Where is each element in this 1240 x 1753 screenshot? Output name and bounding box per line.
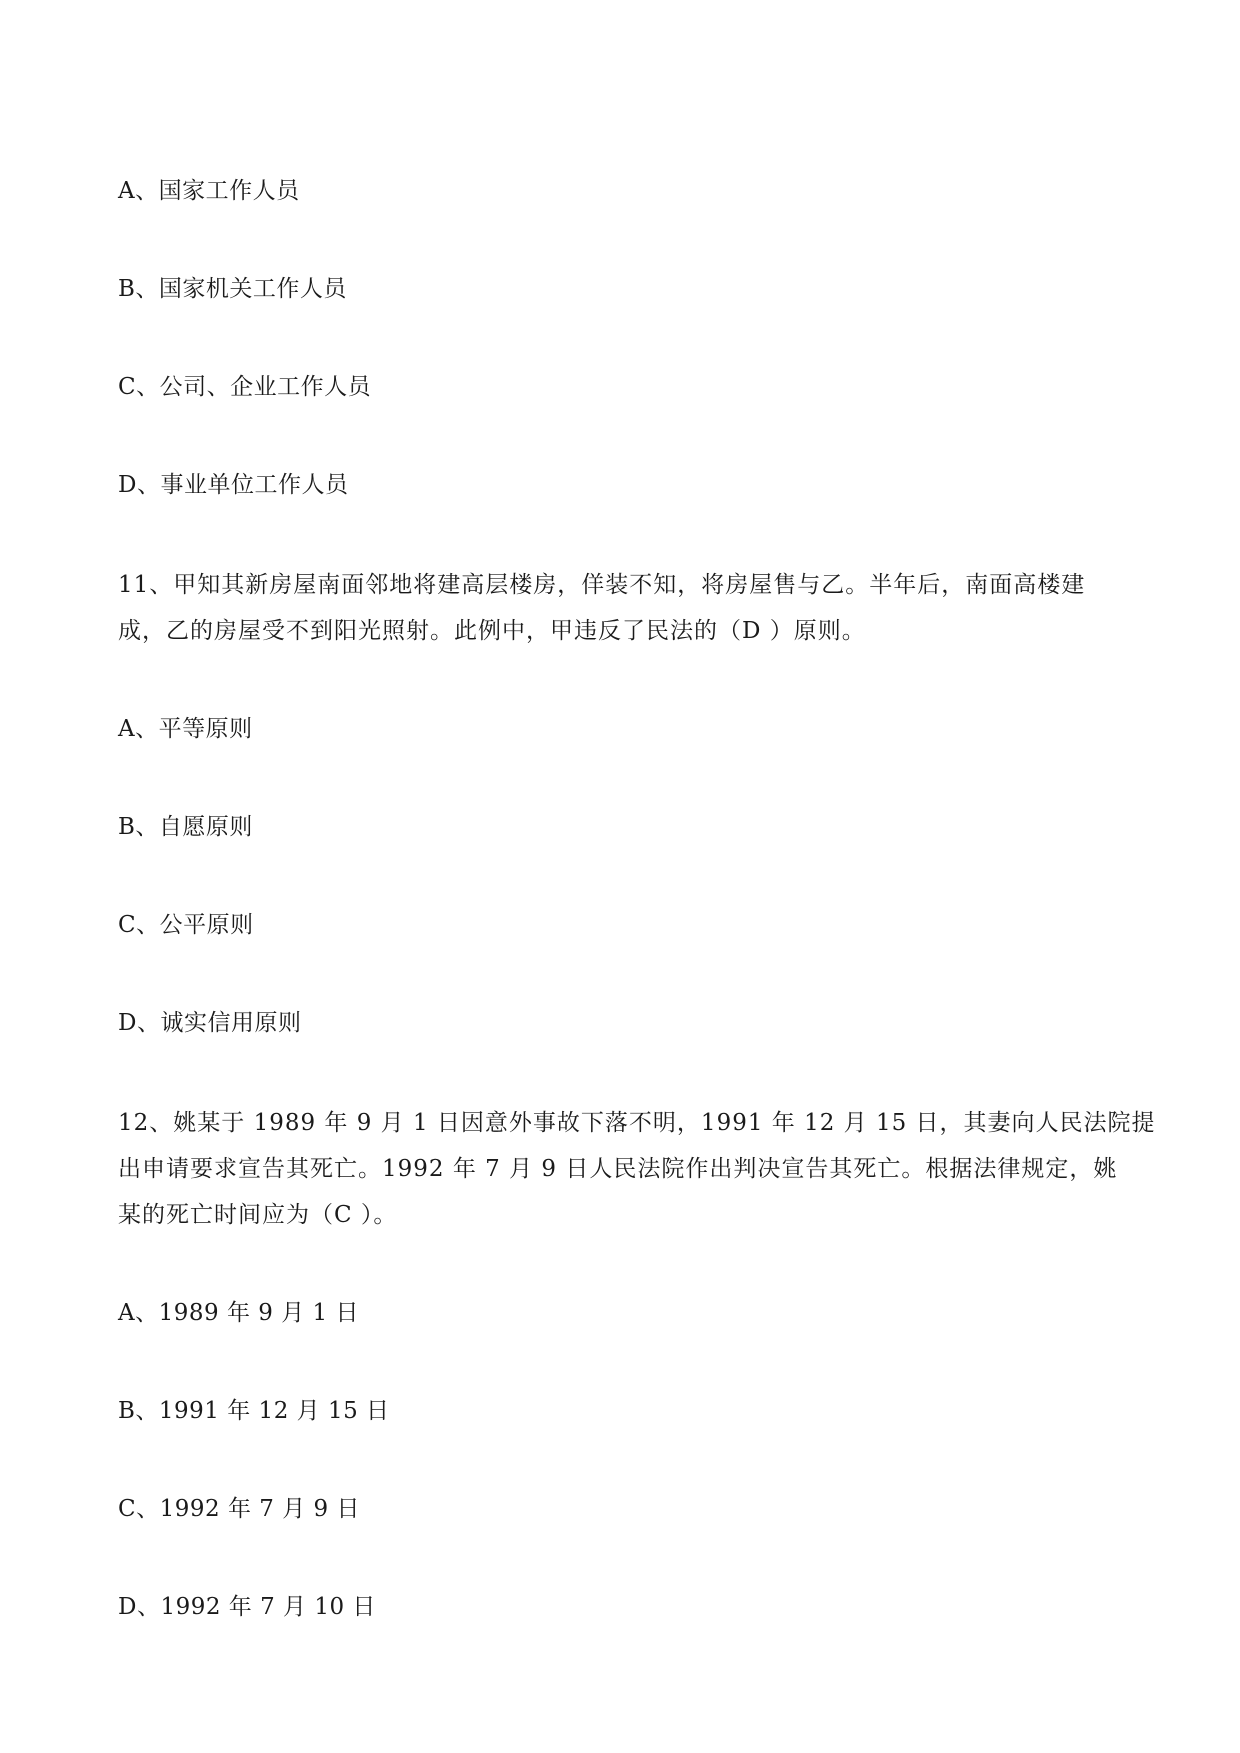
- q11-stem-line-2: 成，乙的房屋受不到阳光照射。此例中，甲违反了民法的（D ）原则。: [118, 618, 866, 644]
- q12-stem-line-2: 出申请要求宣告其死亡。1992 年 7 月 9 日人民法院作出判决宣告其死亡。根据法律规定，姚: [118, 1156, 1118, 1182]
- q11-option-d: D、诚实信用原则: [118, 1010, 302, 1036]
- q12-option-b: B、1991 年 12 月 15 日: [118, 1398, 390, 1424]
- q10-option-c: C、公司、企业工作人员: [118, 374, 372, 400]
- q12-option-a: A、1989 年 9 月 1 日: [118, 1300, 359, 1326]
- q12-option-c: C、1992 年 7 月 9 日: [118, 1496, 360, 1522]
- q11-option-b: B、自愿原则: [118, 814, 253, 840]
- q10-option-b: B、国家机关工作人员: [118, 276, 347, 302]
- q12-stem-line-1: 12、姚某于 1989 年 9 月 1 日因意外事故下落不明，1991 年 12 月 15 日，其妻向人民法院提: [118, 1110, 1156, 1136]
- q11-stem-line-1: 11、甲知其新房屋南面邻地将建高层楼房，佯装不知，将房屋售与乙。半年后，南面高楼建: [118, 572, 1086, 598]
- q12-stem-line-3: 某的死亡时间应为（C ）。: [118, 1202, 398, 1228]
- q10-option-a: A、国家工作人员: [118, 178, 300, 204]
- q11-option-c: C、公平原则: [118, 912, 254, 938]
- q10-option-d: D、事业单位工作人员: [118, 472, 349, 498]
- q12-option-d: D、1992 年 7 月 10 日: [118, 1594, 376, 1620]
- q11-option-a: A、平等原则: [118, 716, 253, 742]
